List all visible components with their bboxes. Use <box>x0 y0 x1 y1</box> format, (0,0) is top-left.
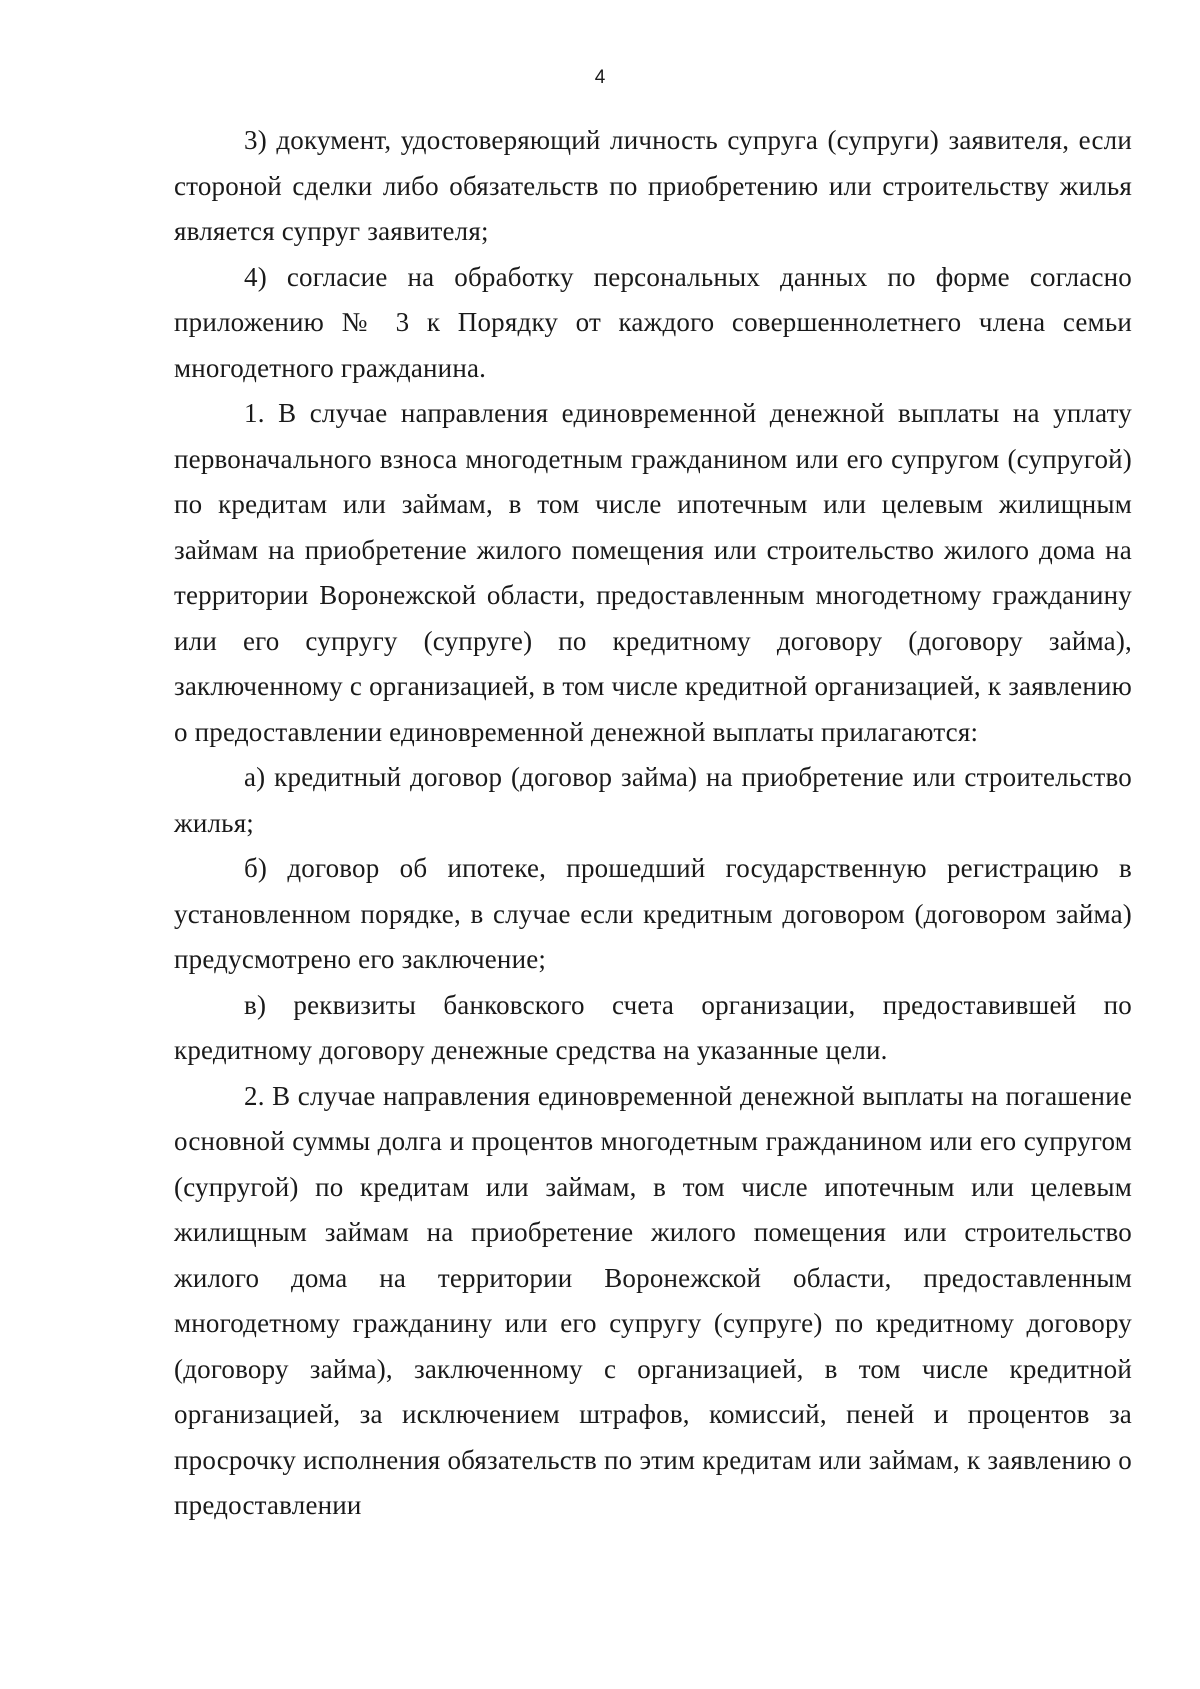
paragraph-item-4: 4) согласие на обработку персональных данных по форме согласно приложению № 3 к Порядку от каждого совершеннолетнего члена семьи многодетного гражданина. <box>174 261 1132 383</box>
document-body <box>174 118 1132 1529</box>
paragraph-subitem-a: а) кредитный договор (договор займа) на приобретение или строительство жилья; <box>174 762 1132 838</box>
page-number: 4 <box>594 67 606 88</box>
paragraph-item-3: 3) документ, удостоверяющий личность супруга (супруги) заявителя, если стороной сделки либо обязательств по приобретению или строительству жилья является супруг заявителя; <box>174 125 1132 246</box>
paragraph-clause-2: 2. В случае направления единовременной денежной выплаты на погашение основной суммы долга и процентов многодетным гражданином или его супругом (супругой) по кредитам или займам, в том числе ипотечным или целевым жилищным займам на приобретение жилого помещения или строительство жилого дома на территории Воронежской области, предоставленным многодетному гражданину или его супругу (супруге) по кредитному договору (договору займа), заключенному с организацией, в том числе кредитной организацией, за исключением штрафов, комиссий, пеней и процентов за просрочку исполнения обязательств по этим кредитам или займам, к заявлению о предоставлении <box>174 1080 1132 1520</box>
paragraph-subitem-v: в) реквизиты банковского счета организации, предоставившей по кредитному договору денежные средства на указанные цели. <box>174 989 1132 1065</box>
paragraph-subitem-b: б) договор об ипотеке, прошедший государственную регистрацию в установленном порядке, в случае если кредитным договором (договором займа) предусмотрено его заключение; <box>174 853 1132 974</box>
paragraph-clause-1: 1. В случае направления единовременной денежной выплаты на уплату первоначального взноса многодетным гражданином или его супругом (супругой) по кредитам или займам, в том числе ипотечным или целевым жилищным займам на приобретение жилого помещения или строительство жилого дома на территории Воронежской области, предоставленным многодетному гражданину или его супругу (супруге) по кредитному договору (договору займа), заключенному с организацией, в том числе кредитной организацией, к заявлению о предоставлении единовременной денежной выплаты прилагаются: <box>174 398 1132 747</box>
